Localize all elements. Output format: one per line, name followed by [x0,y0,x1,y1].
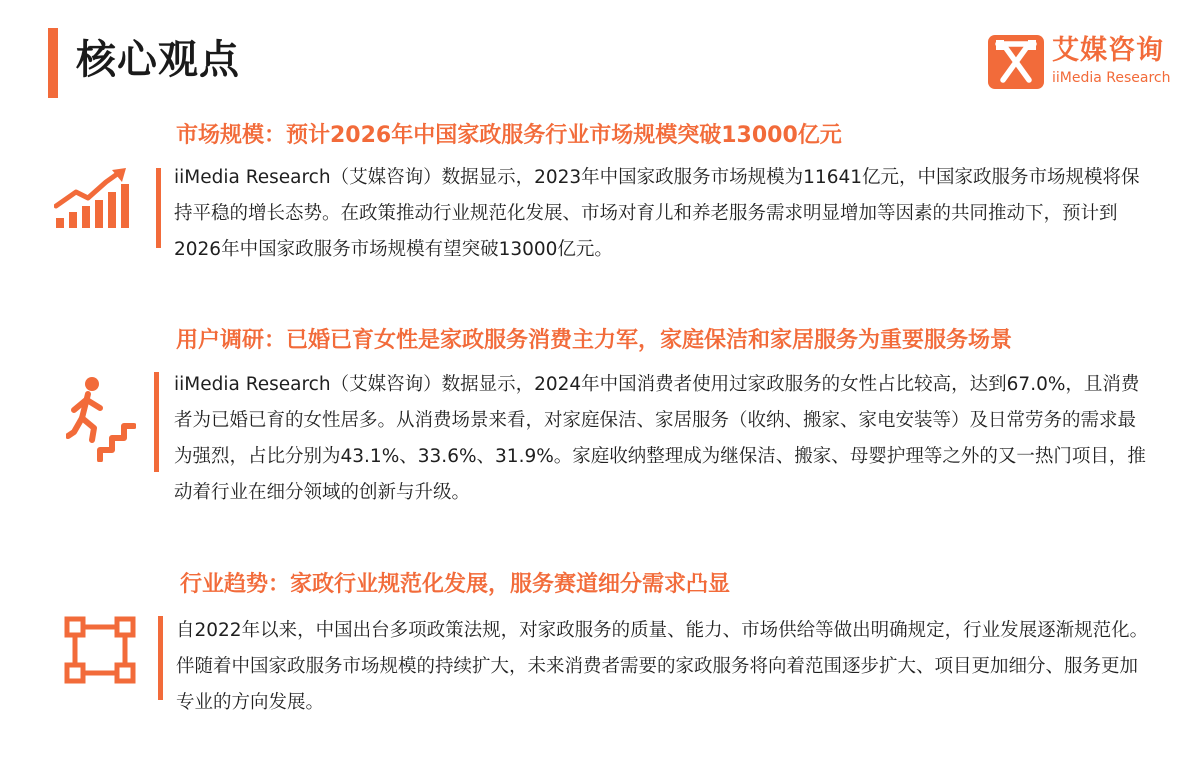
growth-chart-icon [54,168,130,234]
page-title: 核心观点 [76,37,240,83]
section-body-market-size: iiMedia Research（艾媒咨询）数据显示，2023年中国家政服务市场规模为11641亿元，中国家政服务市场规模将保持平稳的增长态势。在政策推动行业规范化发展、市场对育儿和养老服务需求明显增加等因素的共同推动下，预计到2026年中国家政服务市场规模有望突破13000亿元。 [174,167,1140,260]
section-heading-industry-trend: 行业趋势：家政行业规范化发展，服务赛道细分需求凸显 [180,572,731,597]
section-accent-bar [156,168,161,248]
person-climbing-stairs-icon [66,376,136,466]
logo-english-text: iiMedia Research [1052,70,1171,86]
section-accent-bar [158,616,163,700]
logo-chinese-text: 艾媒咨询 [1052,35,1164,66]
title-accent-bar [48,28,58,98]
section-heading-market-size: 市场规模：预计2026年中国家政服务行业市场规模突破13000亿元 [176,123,842,148]
section-accent-bar [154,372,159,472]
section-body-user-research: iiMedia Research（艾媒咨询）数据显示，2024年中国消费者使用过家政服务的女性占比较高，达到67.0%，且消费者为已婚已育的女性居多。从消费场景来看，对家庭保洁、家居服务（收纳、搬家、家电安装等）及日常劳务的需求最为强烈，占比分别为43.1%、33.6%、31.9%。家庭收纳整理成为继保洁、搬家、母婴护理等之外的又一热门项目，推动着行业在细分领域的创新与升级。 [174,374,1146,503]
logo-mark-icon [988,35,1044,89]
section-body-industry-trend: 自2022年以来，中国出台多项政策法规，对家政服务的质量、能力、市场供给等做出明确规定，行业发展逐渐规范化。伴随着中国家政服务市场规模的持续扩大，未来消费者需要的家政服务将向着范围逐步扩大、项目更加细分、服务更加专业的方向发展。 [176,620,1149,713]
brand-logo [988,35,1188,95]
connected-nodes-icon [64,616,136,688]
section-heading-user-research: 用户调研：已婚已育女性是家政服务消费主力军，家庭保洁和家居服务为重要服务场景 [176,328,1013,353]
